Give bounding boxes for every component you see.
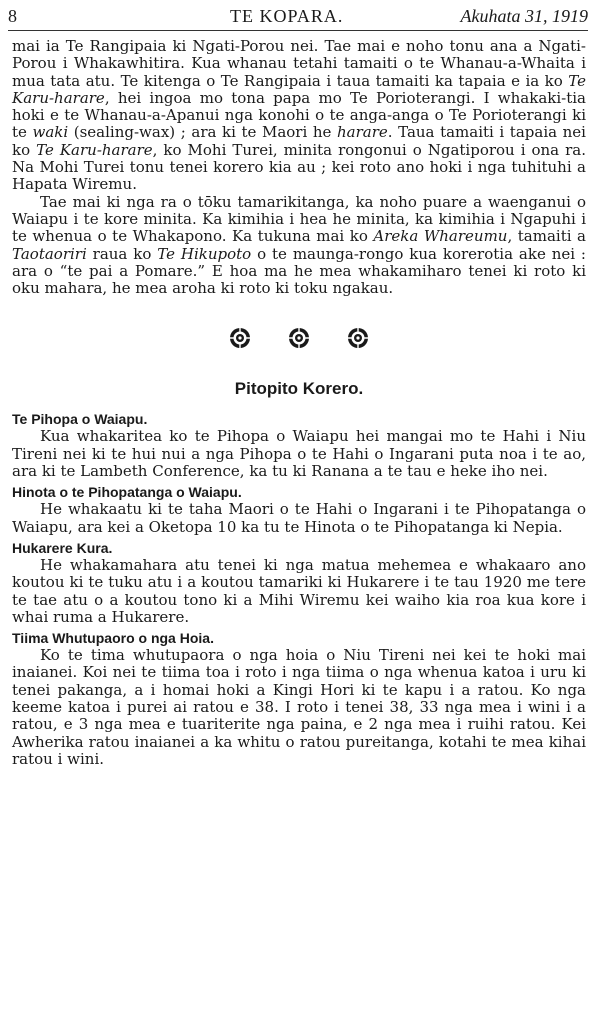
- italic-term: Te Karu-harare: [12, 71, 586, 107]
- item-text: He whakamahara atu tenei ki nga matua mehemea e whakaaro ano koutou ki te tuku atu i a koutou tamariki ki Hukarere i te tau 1920 me tere te tae atu o a koutou tono ki a Mihi Wiremu kei waiho kia roa kua kore i whai ruma a Hukarere.: [12, 555, 586, 626]
- text-run: , ko Mohi Turei, minita rongonui o Ngatiporou i ona ra. Na Mohi Turei tonu tenei korero kia au ; kei roto ano hoki i nga tuhituhi a Hapata Wiremu.: [12, 140, 587, 194]
- text-run: , hei ingoa mo tona papa mo Te Porioterangi. I whakaki-tia hoki e te Whanau-a-Apanui nga konohi o te anga-anga o Te Porioterangi ki te: [12, 88, 586, 142]
- intro-paragraph-1: [12, 38, 586, 194]
- text-run: (sealing-wax) ; ara ki te Maori he: [68, 123, 337, 142]
- item-text: Kua whakaritea ko te Pihopa o Waiapu hei mangai mo te Hahi i Niu Tireni nei ki te hui nui a nga Pihopa o te Hahi o Ingarani puta noa i te ao, ara ki te Lambeth Conference, ka tu ki Ranana a te tau e heke iho nei.: [12, 427, 586, 481]
- flower-ornament-icon: [229, 327, 251, 349]
- intro-paragraph-2: [12, 194, 586, 298]
- italic-term: waki: [32, 123, 69, 142]
- text-run: , tamaiti a: [507, 227, 586, 246]
- text-run: o te maunga-rongo kua korerotia ake nei : ara o “te pai a Pomare.” E hoa ma he mea whakamiharo tenei ki roto ki oku mahara, he mea aroha ki roto ki toku ngakau.: [12, 244, 586, 298]
- text-run: . Taua tamaiti i tapaia nei ko: [12, 123, 586, 159]
- item-heading: Hinota o te Pihopatanga o Waiapu.: [12, 484, 242, 501]
- text-run: mai ia Te Rangipaia ki Ngati-Porou nei. Tae mai e noho tonu ana a Ngati-Porou i Whakawhitira. Kua whanau tetahi tamaiti o te Whanau-a-Whaita i mua tata atu. Te kitenga o Te Rangipaia i taua tamaiti ka tapaia e ia ko: [12, 37, 586, 90]
- text-run: Tae mai ki nga ra o tōku tamarikitanga, ka noho puare a waenganui o Waiapu i te kore minita. Ka kimihia i hea he minita, ka kimihia i Ngapuhi i te whenua o te Whakapono. Ka tukuna mai ko: [12, 192, 586, 246]
- item-text: Ko te tima whutupaora o nga hoia o Niu Tireni nei kei te hoki mai inaianei. Koi nei te tiima toa i roto i nga tiima o nga whenua katoa i uru ki tenei pakanga, a i homai hoki a Kingi Hori ki te kapu i a ratou. Ko nga keeme katoa i purei ai ratou e 38. I roto i tenei 38, 33 nga mea i wini i a ratou, e 3 nga mea e tuariterite nga paina, e 2 nga mea i ruihi ratou. Kei Awherika ratou inaianei a ka whitu o ratou pureitanga, kotahi te mea kihai ratou i wini.: [12, 646, 586, 768]
- text-run: raua ko: [86, 244, 158, 263]
- flower-ornament-icon: [288, 327, 310, 349]
- item-heading: Tiima Whutupaoro o nga Hoia.: [12, 630, 214, 647]
- issue-date: Akuhata 31, 1919: [460, 6, 588, 26]
- ornament-divider: [12, 327, 586, 353]
- italic-term: Taotaoriri: [12, 244, 87, 263]
- page-header: [8, 4, 588, 31]
- item-heading: Te Pihopa o Waiapu.: [12, 411, 148, 428]
- page-number: 8: [8, 6, 17, 26]
- publication-title: TE KOPARA.: [230, 6, 344, 26]
- italic-term: Areka Whareumu: [373, 227, 508, 246]
- page-body: [12, 38, 586, 768]
- italic-term: harare: [336, 123, 388, 142]
- item-heading: Hukarere Kura.: [12, 539, 113, 556]
- item-text: He whakaatu ki te taha Maori o te Hahi o Ingarani i te Pihopatanga o Waiapu, ara kei a Oketopa 10 ka tu te Hinota o te Pihopatanga ki Nepia.: [12, 500, 586, 536]
- flower-ornament-icon: [347, 327, 369, 349]
- section-title: Pitopito Korero.: [234, 379, 364, 399]
- italic-term: Te Karu-harare: [36, 140, 153, 159]
- italic-term: Te Hikupoto: [157, 244, 252, 263]
